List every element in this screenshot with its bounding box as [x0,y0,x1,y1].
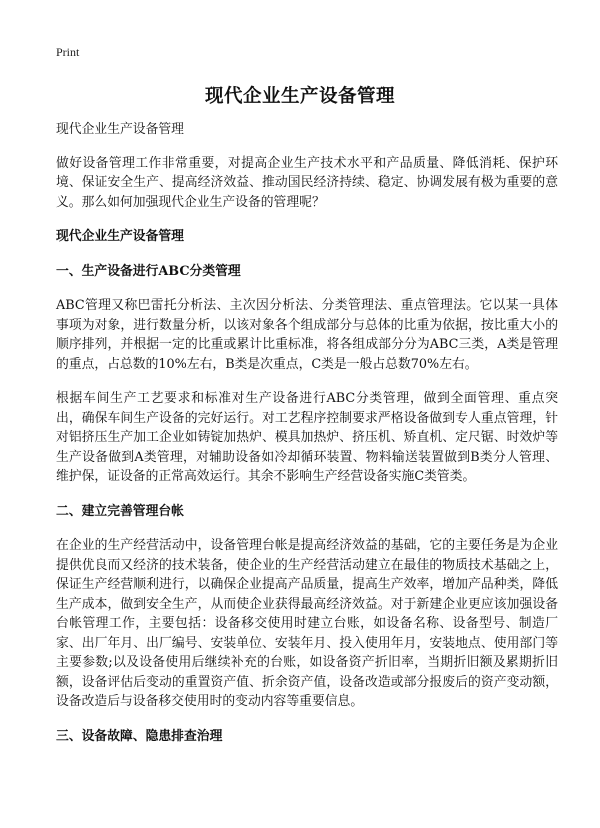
document-body [56,120,558,761]
intro-paragraph: 做好设备管理工作非常重要，对提高企业生产技术水平和产品质量、降低消耗、保护环境、保证安全生产、提高经济效益、推动国民经济持续、稳定、协调发展有极为重要的意义。那么如何加强现代企业生产设备的管理呢？ [56,155,558,210]
document-title: 现代企业生产设备管理 [204,86,395,107]
section-1-paragraph-1: ABC管理又称巴雷托分析法、主次因分析法、分类管理法、重点管理法。它以某一具体事项为对象，进行数量分析，以该对象各个组成部分与总体的比重为依据，按比重大小的顺序排列，并根据一定的比重或累计比重标准，将各组成部分分为ABC三类，A类是管理的重点，占总数的10%左右，B类是次重点，C类是一般占总数70%左右。 [56,298,558,372]
document-subtitle: 现代企业生产设备管理 [56,122,184,137]
section-1-heading: 一、生产设备进行ABC分类管理 [56,263,241,279]
section-2-heading: 二、建立完善管理台帐 [56,503,184,519]
section-1-paragraph-2: 根据车间生产工艺要求和标准对生产设备进行ABC分类管理，做到全面管理、重点突出，确保车间生产设备的完好运行。对工艺程序控制要求严格设备做到专人重点管理，针对铝挤压生产加工企业如铸锭加热炉、模具加热炉、挤压机、矫直机、定尺锯、时效炉等生产设备做到A类管理，对辅助设备如冷却循环装置、物料输送装置做到B类分人管理、维护保，证设备的正常高效运行。其余不影响生产经营设备实施C类管类。 [56,391,558,484]
section-2-paragraph-1: 在企业的生产经营活动中，设备管理台帐是提高经济效益的基础，它的主要任务是为企业提供优良而又经济的技术装备，使企业的生产经营活动建立在最佳的物质技术基础之上，保证生产经营顺利进行，以确保企业提高产品质量，提高生产效率，增加产品种类，降低生产成本，做到安全生产，从而使企业获得最高经济效益。对于新建企业更应该加强设备台帐管理工作，主要包括：设备移交使用时建立台账，如设备名称、设备型号、制造厂家、出厂年月、出厂编号、安装单位、安装年月、投入使用年月，安装地点、使用部门等主要参数;以及设备使用后继续补充的台账，如设备资产折旧率，当期折旧额及累期折旧额，设备评估后变动的重置资产值、折余资产值，设备改造或部分报废后的资产变动额，设备改造后与设备移交使用时的变动内容等重要信息。 [56,538,558,709]
section-heading: 现代企业生产设备管理 [56,229,184,244]
print-link[interactable]: Print [56,45,80,59]
section-3-heading: 三、设备故障、隐患排查治理 [56,728,223,744]
